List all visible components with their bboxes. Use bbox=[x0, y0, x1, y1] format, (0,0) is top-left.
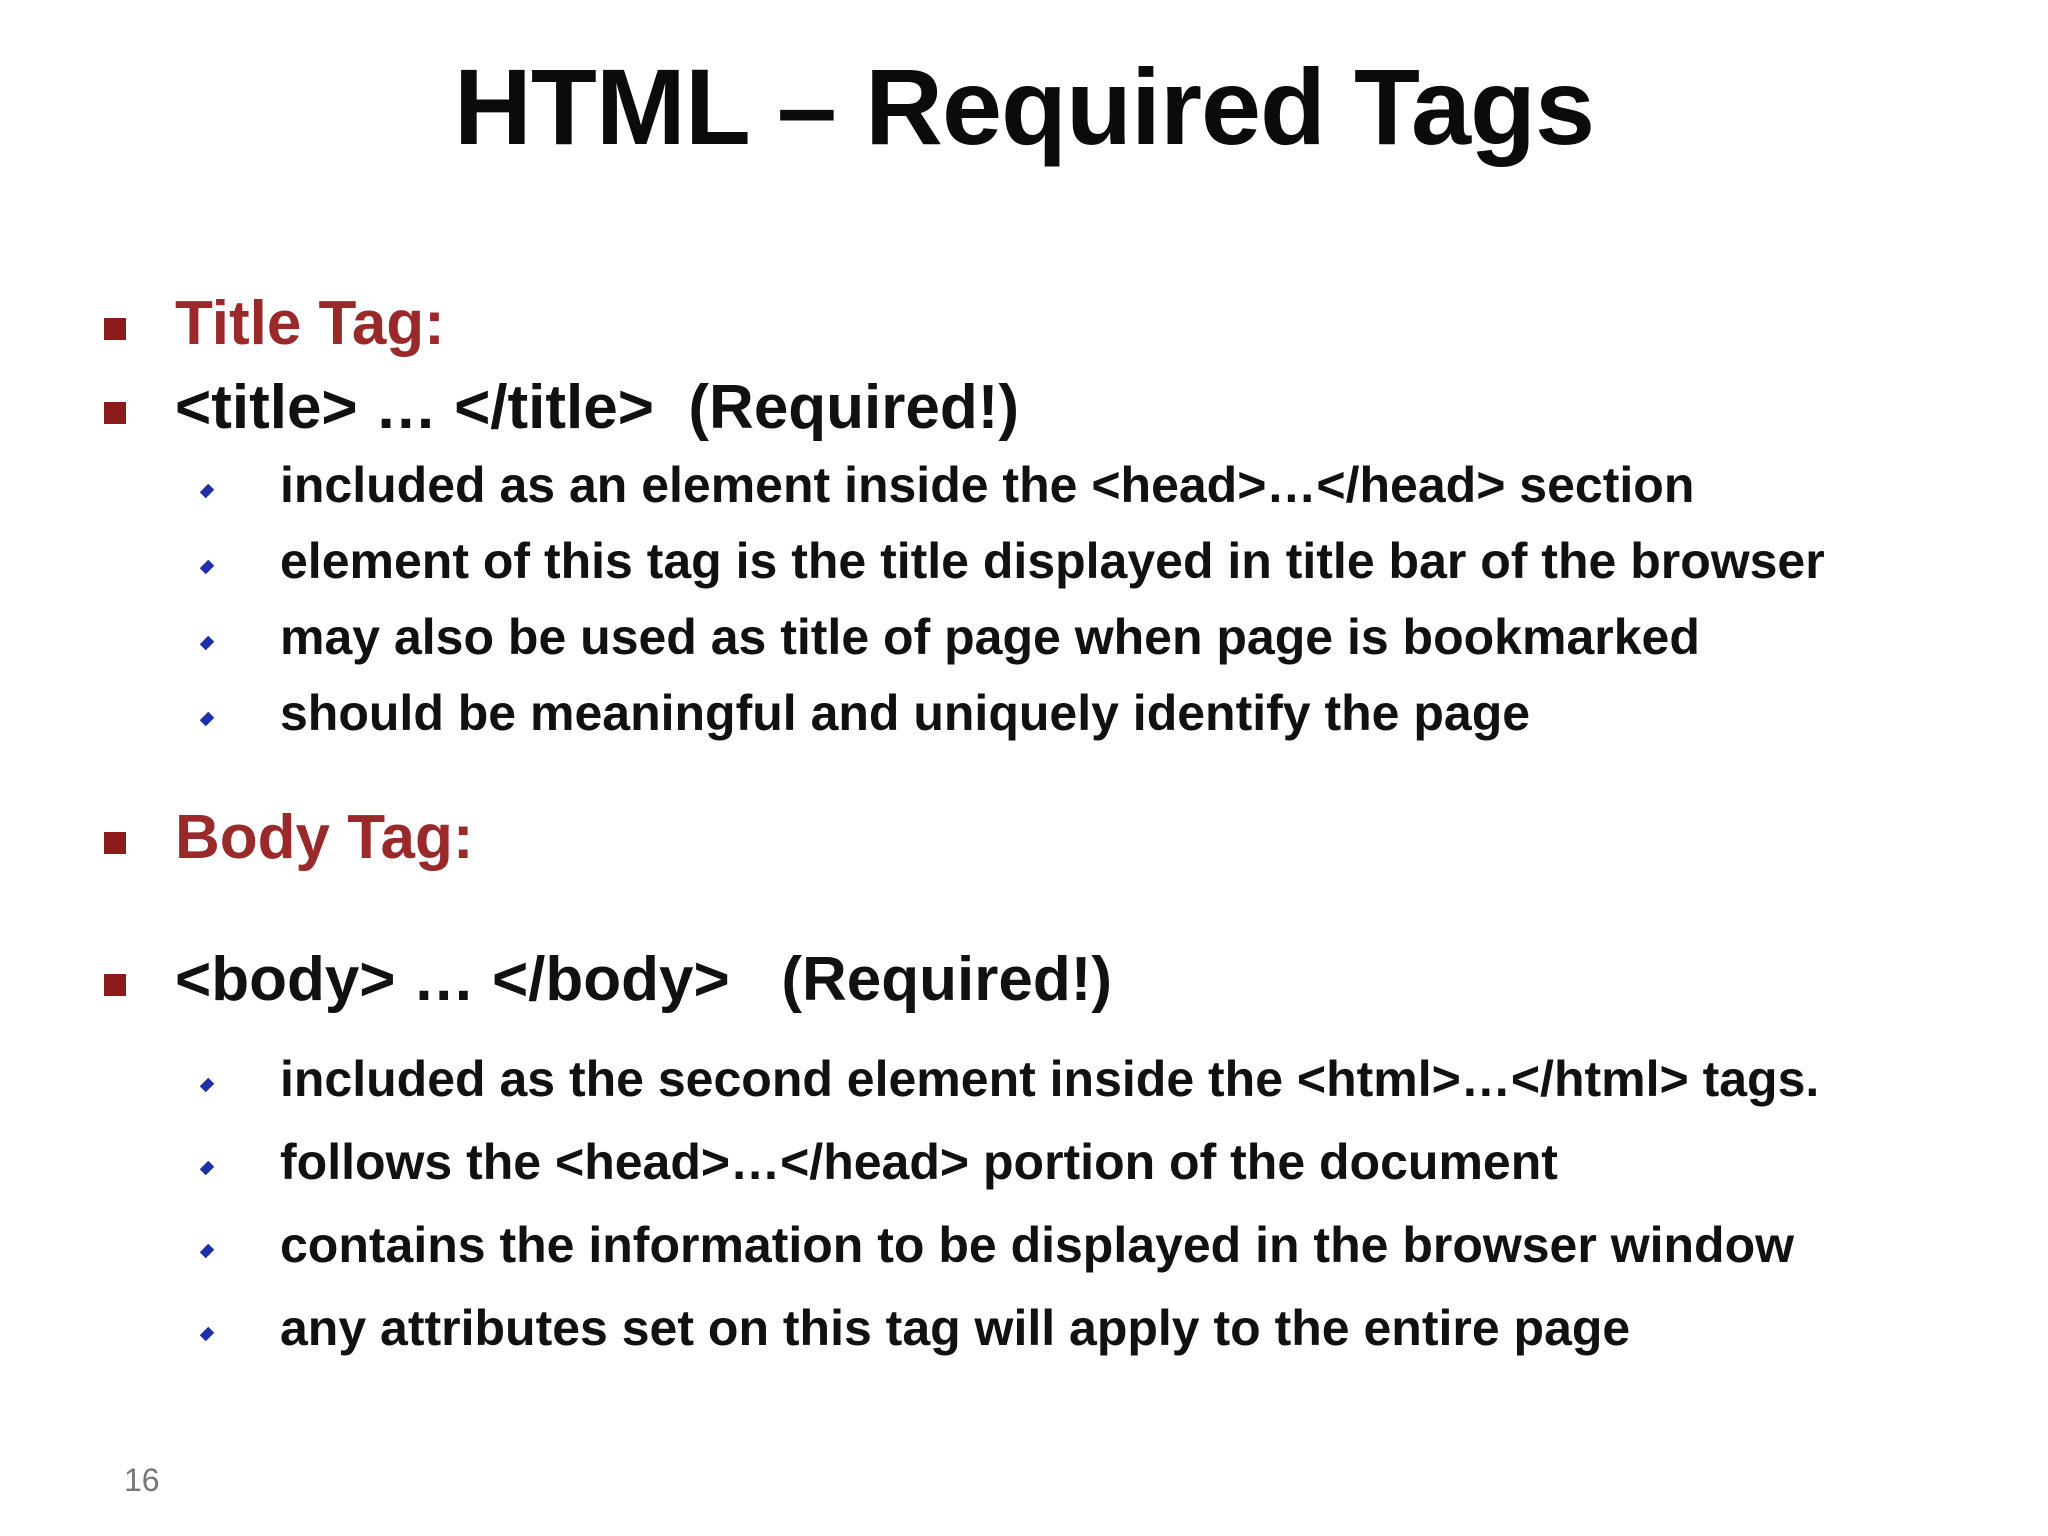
diamond-bullet-icon bbox=[200, 1244, 214, 1258]
diamond-bullet-icon bbox=[200, 1078, 214, 1092]
body-bullet-text: follows the <head>…</head> portion of the document bbox=[280, 1134, 1558, 1190]
body-bullet-text: any attributes set on this tag will apply to the entire page bbox=[280, 1300, 1631, 1356]
diamond-bullet-icon bbox=[200, 1161, 214, 1175]
diamond-bullet-icon bbox=[200, 560, 214, 574]
square-bullet-icon bbox=[104, 402, 126, 424]
slide-title: HTML – Required Tags bbox=[453, 46, 1595, 167]
title-tag-heading: Title Tag: bbox=[175, 289, 445, 358]
title-tag-line: <title> … </title> (Required!) bbox=[175, 373, 1020, 442]
body-tag-line: <body> … </body> (Required!) bbox=[175, 945, 1113, 1014]
body-bullet-text: included as the second element inside the <html>…</html> tags. bbox=[280, 1051, 1820, 1107]
square-bullet-icon bbox=[104, 318, 126, 340]
square-bullet-icon bbox=[104, 974, 126, 996]
title-bullet-text: may also be used as title of page when page is bookmarked bbox=[280, 609, 1700, 665]
square-bullet-icon bbox=[104, 832, 126, 854]
body-bullet-text: contains the information to be displayed in the browser window bbox=[280, 1217, 1795, 1273]
diamond-bullet-icon bbox=[200, 636, 214, 650]
title-bullet-text: included as an element inside the <head>…</head> section bbox=[280, 457, 1695, 513]
title-bullet-text: should be meaningful and uniquely identify the page bbox=[280, 685, 1531, 741]
page-number: 16 bbox=[124, 1462, 160, 1498]
title-bullet-text: element of this tag is the title displayed in title bar of the browser bbox=[280, 533, 1825, 589]
diamond-bullet-icon bbox=[200, 484, 214, 498]
body-tag-heading: Body Tag: bbox=[175, 803, 474, 872]
diamond-bullet-icon bbox=[200, 1327, 214, 1341]
diamond-bullet-icon bbox=[200, 712, 214, 726]
